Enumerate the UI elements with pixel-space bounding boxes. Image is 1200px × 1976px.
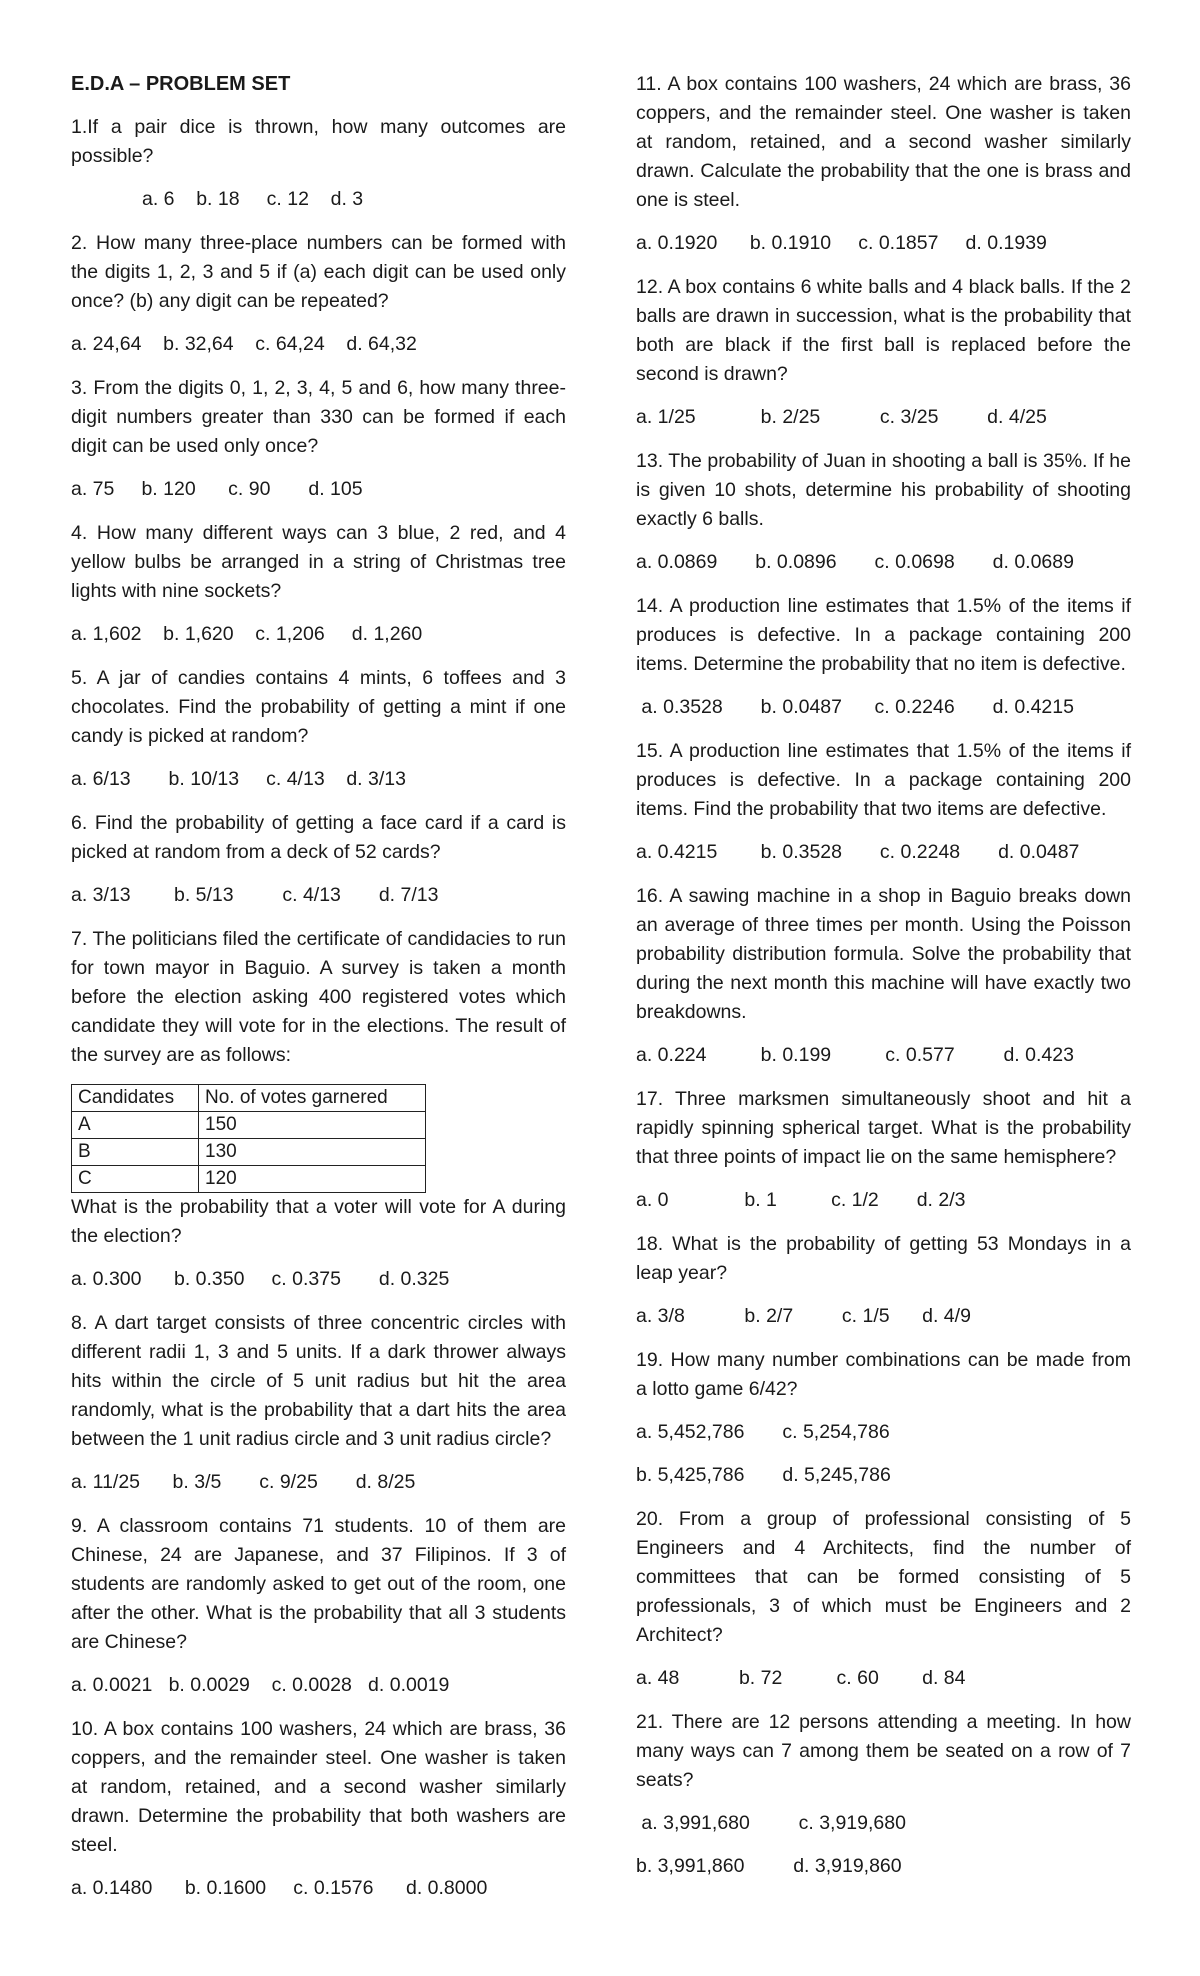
question-5 <box>71 664 566 794</box>
question-stem: 12. A box contains 6 white balls and 4 black balls. If the 2 balls are drawn in succession, what is the probability that both are black if the first ball is replaced before the second is drawn? <box>636 276 1131 385</box>
question-13 <box>636 447 1131 577</box>
answer-options: a. 3/13 b. 5/13 c. 4/13 d. 7/13 <box>71 884 439 906</box>
right-column <box>636 70 1131 1896</box>
answer-options: a. 6/13 b. 10/13 c. 4/13 d. 3/13 <box>71 768 406 790</box>
question-stem: 7. The politicians filed the certificate of candidacies to run for town mayor in Baguio. A survey is taken a month before the election asking 400 registered votes which candidate they will vote for in the elections. The result of the survey are as follows: <box>71 928 566 1066</box>
answer-options: a. 0.1920 b. 0.1910 c. 0.1857 d. 0.1939 <box>636 232 1047 254</box>
table-cell: B <box>72 1139 199 1166</box>
answer-options: a. 48 b. 72 c. 60 d. 84 <box>636 1667 966 1689</box>
question-stem: 16. A sawing machine in a shop in Baguio breaks down an average of three times per month. Using the Poisson probability distribution formula. Solve the probability that during the next month this machine will have exactly two breakdowns. <box>636 885 1131 1023</box>
table-cell: 150 <box>199 1112 426 1139</box>
question-stem: 21. There are 12 persons attending a meeting. In how many ways can 7 among them be seated on a row of 7 seats? <box>636 1711 1131 1791</box>
answer-options: a. 0.0869 b. 0.0896 c. 0.0698 d. 0.0689 <box>636 551 1074 573</box>
answer-options: a. 6 b. 18 c. 12 d. 3 <box>142 188 364 210</box>
question-stem: 5. A jar of candies contains 4 mints, 6 toffees and 3 chocolates. Find the probability of getting a mint if one candy is picked at random? <box>71 667 566 747</box>
question-stem: 11. A box contains 100 washers, 24 which are brass, 36 coppers, and the remainder steel. One washer is taken at random, retained, and a second washer similarly drawn. Calculate the probability that the one is brass and one is steel. <box>636 73 1131 211</box>
question-4 <box>71 519 566 649</box>
table-header: No. of votes garnered <box>199 1085 426 1112</box>
question-12 <box>636 273 1131 432</box>
table-row <box>72 1112 426 1139</box>
question-1 <box>71 113 566 214</box>
answer-options: a. 11/25 b. 3/5 c. 9/25 d. 8/25 <box>71 1471 416 1493</box>
answer-options: a. 3/8 b. 2/7 c. 1/5 d. 4/9 <box>636 1305 971 1327</box>
answer-options: a. 5,452,786 c. 5,254,786 <box>636 1421 890 1443</box>
question-stem: 4. How many different ways can 3 blue, 2 red, and 4 yellow bulbs be arranged in a string of Christmas tree lights with nine sockets? <box>71 522 566 602</box>
question-21 <box>636 1708 1131 1881</box>
answer-options: a. 0.300 b. 0.350 c. 0.375 d. 0.325 <box>71 1268 450 1290</box>
answer-options: a. 75 b. 120 c. 90 d. 105 <box>71 478 363 500</box>
question-15 <box>636 737 1131 867</box>
question-stem: 13. The probability of Juan in shooting a ball is 35%. If he is given 10 shots, determine his probability of shooting exactly 6 balls. <box>636 450 1131 530</box>
question-6 <box>71 809 566 910</box>
question-19 <box>636 1346 1131 1490</box>
question-7 <box>71 925 566 1294</box>
table-row <box>72 1166 426 1193</box>
page-title: E.D.A – PROBLEM SET <box>71 73 291 95</box>
answer-options: b. 5,425,786 d. 5,245,786 <box>636 1464 891 1486</box>
question-16 <box>636 882 1131 1070</box>
votes-table <box>71 1084 426 1193</box>
question-stem: 6. Find the probability of getting a face card if a card is picked at random from a deck of 52 cards? <box>71 812 566 863</box>
table-header: Candidates <box>72 1085 199 1112</box>
question-stem: 3. From the digits 0, 1, 2, 3, 4, 5 and 6, how many three-digit numbers greater than 330 can be formed if each digit can be used only once? <box>71 377 566 457</box>
question-20 <box>636 1505 1131 1693</box>
question-stem: 15. A production line estimates that 1.5% of the items if produces is defective. In a package containing 200 items. Find the probability that two items are defective. <box>636 740 1131 820</box>
answer-options: a. 0.0021 b. 0.0029 c. 0.0028 d. 0.0019 <box>71 1674 450 1696</box>
answer-options: a. 0.3528 b. 0.0487 c. 0.2246 d. 0.4215 <box>636 696 1074 718</box>
left-column <box>71 70 566 1918</box>
question-stem: 20. From a group of professional consisting of 5 Engineers and 4 Architects, find the number of committees that can be formed consisting of 5 professionals, 3 of which must be Engineers and 2 Architect? <box>636 1508 1131 1646</box>
answer-options: a. 0.224 b. 0.199 c. 0.577 d. 0.423 <box>636 1044 1074 1066</box>
question-stem: 10. A box contains 100 washers, 24 which are brass, 36 coppers, and the remainder steel. One washer is taken at random, retained, and a second washer similarly drawn. Determine the probability that both washers are steel. <box>71 1718 566 1856</box>
question-text: What is the probability that a voter will vote for A during the election? <box>71 1196 566 1247</box>
question-17 <box>636 1085 1131 1215</box>
table-header-row <box>72 1085 426 1112</box>
question-11 <box>636 70 1131 258</box>
question-10 <box>71 1715 566 1903</box>
answer-options: a. 0.1480 b. 0.1600 c. 0.1576 d. 0.8000 <box>71 1877 488 1899</box>
question-stem: 14. A production line estimates that 1.5% of the items if produces is defective. In a package containing 200 items. Determine the probability that no item is defective. <box>636 595 1131 675</box>
question-18 <box>636 1230 1131 1331</box>
question-stem: 18. What is the probability of getting 53 Mondays in a leap year? <box>636 1233 1131 1284</box>
question-9 <box>71 1512 566 1700</box>
question-stem: 2. How many three-place numbers can be formed with the digits 1, 2, 3 and 5 if (a) each digit can be used only once? (b) any digit can be repeated? <box>71 232 566 312</box>
question-stem: 8. A dart target consists of three concentric circles with different radii 1, 3 and 5 units. If a dark thrower always hits within the circle of 5 unit radius but hit the area randomly, what is the probability that a dart hits the area between the 1 unit radius circle and 3 unit radius circle? <box>71 1312 566 1450</box>
question-stem: 17. Three marksmen simultaneously shoot and hit a rapidly spinning spherical target. What is the probability that three points of impact lie on the same hemisphere? <box>636 1088 1131 1168</box>
answer-options: b. 3,991,860 d. 3,919,860 <box>636 1855 902 1877</box>
answer-options: a. 0 b. 1 c. 1/2 d. 2/3 <box>636 1189 966 1211</box>
question-2 <box>71 229 566 359</box>
answer-options: a. 24,64 b. 32,64 c. 64,24 d. 64,32 <box>71 333 417 355</box>
question-8 <box>71 1309 566 1497</box>
question-14 <box>636 592 1131 722</box>
answer-options: a. 0.4215 b. 0.3528 c. 0.2248 d. 0.0487 <box>636 841 1080 863</box>
table-cell: C <box>72 1166 199 1193</box>
question-stem: 1.If a pair dice is thrown, how many outcomes are possible? <box>71 116 566 167</box>
answer-options: a. 1,602 b. 1,620 c. 1,206 d. 1,260 <box>71 623 423 645</box>
table-row <box>72 1139 426 1166</box>
question-3 <box>71 374 566 504</box>
table-cell: A <box>72 1112 199 1139</box>
question-stem: 9. A classroom contains 71 students. 10 of them are Chinese, 24 are Japanese, and 37 Filipinos. If 3 of students are randomly asked to get out of the room, one after the other. What is the probability that all 3 students are Chinese? <box>71 1515 566 1653</box>
table-cell: 120 <box>199 1166 426 1193</box>
table-cell: 130 <box>199 1139 426 1166</box>
question-stem: 19. How many number combinations can be made from a lotto game 6/42? <box>636 1349 1131 1400</box>
answer-options: a. 1/25 b. 2/25 c. 3/25 d. 4/25 <box>636 406 1047 428</box>
answer-options: a. 3,991,680 c. 3,919,680 <box>636 1812 906 1834</box>
